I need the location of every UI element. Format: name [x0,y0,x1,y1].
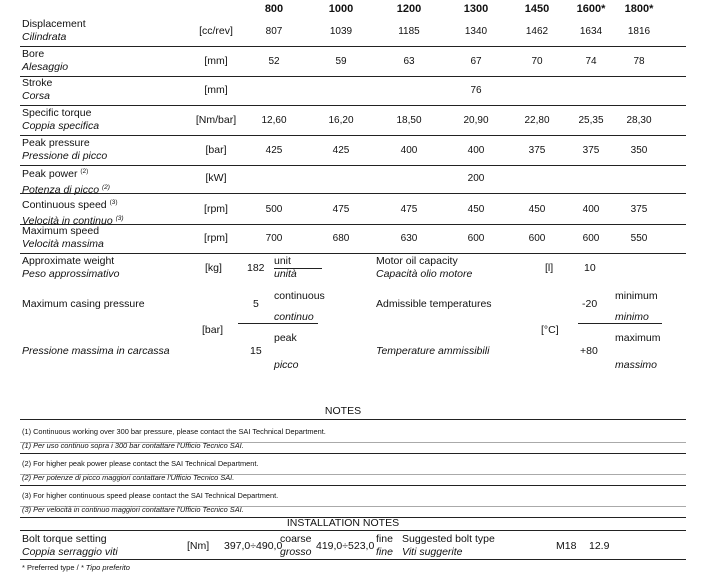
column-header: 1300 [463,3,489,15]
weight-unit-word: unit unità [274,255,297,280]
spec-label [22,165,110,197]
spec-value: 550 [630,233,648,244]
spec-unit: [mm] [204,84,228,96]
temps-max-value: +80 [580,345,598,357]
column-header: 1600* [576,3,606,15]
note-line: (3) Per velocità in continuo maggiori contattare l'Ufficio Tecnico SAI. [22,505,244,514]
casing-peak-value: 15 [250,345,262,357]
note-line: (3) For higher continuous speed please contact the SAI Technical Department. [22,491,279,500]
casing-peak-it: picco [274,359,299,371]
spec-value: 20,90 [463,115,489,126]
spec-unit: [bar] [205,144,227,156]
spec-value: 680 [332,233,350,244]
casing-label-en: Maximum casing pressure [22,298,145,310]
spec-label-it: Coppia specifica [22,120,100,132]
spec-value: 78 [633,56,645,67]
spec-value: 18,50 [396,115,422,126]
column-header: 1200 [396,3,422,15]
footnote-ref: (2) [101,184,110,191]
spec-value: 600 [467,233,485,244]
temps-min-it: minimo [615,311,649,323]
note-line: (2) For higher peak power please contact the SAI Technical Department. [22,459,259,468]
spec-value: 630 [400,233,418,244]
fine-value: 419,0÷523,0 [316,540,375,552]
notes-title: NOTES [324,405,362,417]
spec-value: 1340 [464,26,488,37]
spec-value: 425 [332,145,350,156]
spec-value: 350 [630,145,648,156]
footer-note: * Preferred type / * Tipo preferito [22,563,130,572]
bolt-value: M18 [556,540,577,552]
row-divider [20,46,686,47]
row-divider [20,76,686,77]
spec-label-it: Corsa [22,90,51,102]
spec-label-it: Cilindrata [22,31,67,43]
note-line: (1) Continuous working over 300 bar pressure, please contact the SAI Technical Department. [22,427,326,436]
casing-continuous-it: continuo [274,311,314,323]
spec-value: 500 [265,204,283,215]
spec-value: 375 [630,204,648,215]
spec-label-en: Peak pressure [22,137,90,149]
casing-peak-en: peak [274,332,297,344]
spec-label [22,137,107,163]
spec-value: 28,30 [626,115,652,126]
row-divider [20,253,686,254]
install-unit: [Nm] [187,540,210,552]
spec-value: 600 [528,233,546,244]
spec-label-en: Continuous speed [22,199,107,211]
spec-value: 1039 [329,26,353,37]
column-header: 800 [264,3,284,15]
temps-min-value: -20 [582,298,598,310]
spec-value: 63 [403,56,415,67]
spec-unit: [kW] [205,172,227,184]
spec-label-it: Pressione di picco [22,150,108,162]
casing-continuous-en: continuous [274,290,325,302]
spec-value: 25,35 [578,115,604,126]
fine-label: fine fine [376,533,393,558]
spec-value: 1634 [579,26,603,37]
oil-label: Motor oil capacity Capacità olio motore [376,255,473,280]
spec-label [22,77,52,103]
spec-label [22,18,86,44]
install-label: Bolt torque setting Coppia serraggio viti [22,533,118,558]
note-line: (2) Per potenze di picco maggiori contattare l'Ufficio Tecnico SAI. [22,473,235,482]
spec-value: 1185 [398,26,420,37]
temps-max-en: maximum [615,332,661,344]
weight-value: 182 [247,262,265,274]
spec-label-en: Displacement [22,18,86,30]
bolt-grade: 12.9 [589,540,610,552]
temps-label-it: Temperature ammissibili [376,345,490,357]
spec-label-en: Peak power [22,168,78,180]
weight-unit: [kg] [205,262,222,274]
note-line: (1) Per uso continuo sopra i 300 bar contattare l'Ufficio Tecnico SAI. [22,441,244,450]
spec-label-en: Stroke [22,77,53,89]
oil-unit: [l] [545,262,554,274]
spec-unit: [Nm/bar] [195,114,237,126]
spec-label-en: Specific torque [22,107,92,119]
spec-unit: [rpm] [204,232,228,244]
temps-max-it: massimo [615,359,658,371]
spec-label [22,196,124,228]
bolt-label: Suggested bolt type Viti suggerite [402,533,495,558]
spec-unit: [cc/rev] [199,25,233,37]
column-header: 1450 [524,3,550,15]
spec-value: 74 [585,56,597,67]
spec-value: 600 [582,233,600,244]
spec-value: 1462 [525,26,549,37]
casing-unit: [bar] [202,324,224,336]
spec-value: 16,20 [328,115,354,126]
casing-continuous-value: 5 [253,298,259,310]
footnote-ref: (2) [80,168,89,175]
spec-value: 375 [528,145,546,156]
temps-divider [578,323,662,324]
row-divider [20,193,686,194]
spec-value: 400 [467,145,485,156]
spec-value: 12,60 [261,115,287,126]
install-bottom-rule [20,559,686,560]
column-header: 1800* [624,3,654,15]
spec-label [22,48,68,74]
footnote-ref: (3) [109,199,118,206]
spec-unit: [mm] [204,55,228,67]
install-rule [20,530,686,531]
spec-value: 400 [400,145,418,156]
temps-unit: [°C] [541,324,559,336]
spec-value: 807 [265,26,283,37]
column-header: 1000 [328,3,354,15]
spec-value: 375 [582,145,600,156]
weight-label: Approximate weight Peso approssimativo [22,255,120,280]
spec-label-en: Bore [22,48,45,60]
temps-label-en: Admissible temperatures [376,298,492,310]
spec-value: 70 [531,56,543,67]
spec-label-it: Alesaggio [22,61,69,73]
row-divider [20,165,686,166]
spec-label-it: Potenza di picco [22,184,100,196]
spec-label [22,107,99,133]
row-divider [20,135,686,136]
coarse-label: coarse grosso [280,533,312,558]
coarse-value: 397,0÷490,0 [224,540,283,552]
spec-value: 475 [332,204,350,215]
spec-value: 400 [582,204,600,215]
spec-unit: [rpm] [204,203,228,215]
spec-value: 475 [400,204,418,215]
spec-span-value: 76 [470,85,482,96]
spec-label-it: Velocità in continuo [22,215,113,227]
spec-value: 52 [268,56,280,67]
row-divider [20,105,686,106]
spec-value: 22,80 [524,115,550,126]
spec-value: 450 [467,204,485,215]
spec-label [22,225,104,251]
spec-value: 450 [528,204,546,215]
spec-label-en: Maximum speed [22,225,100,237]
casing-divider [238,323,318,324]
spec-value: 425 [265,145,283,156]
spec-value: 700 [265,233,283,244]
footnote-ref: (3) [115,215,124,222]
notes-top-rule [20,419,686,420]
weight-divider [274,268,322,269]
spec-value: 1816 [627,26,651,37]
spec-value: 59 [335,56,347,67]
spec-span-value: 200 [467,173,485,184]
note-divider [20,485,686,486]
note-divider [20,453,686,454]
install-title: INSTALLATION NOTES [286,517,400,529]
casing-label-it: Pressione massima in carcassa [22,345,170,357]
spec-label-it: Velocità massima [22,238,104,250]
oil-value: 10 [584,262,596,274]
spec-value: 67 [470,56,482,67]
temps-min-en: minimum [615,290,658,302]
